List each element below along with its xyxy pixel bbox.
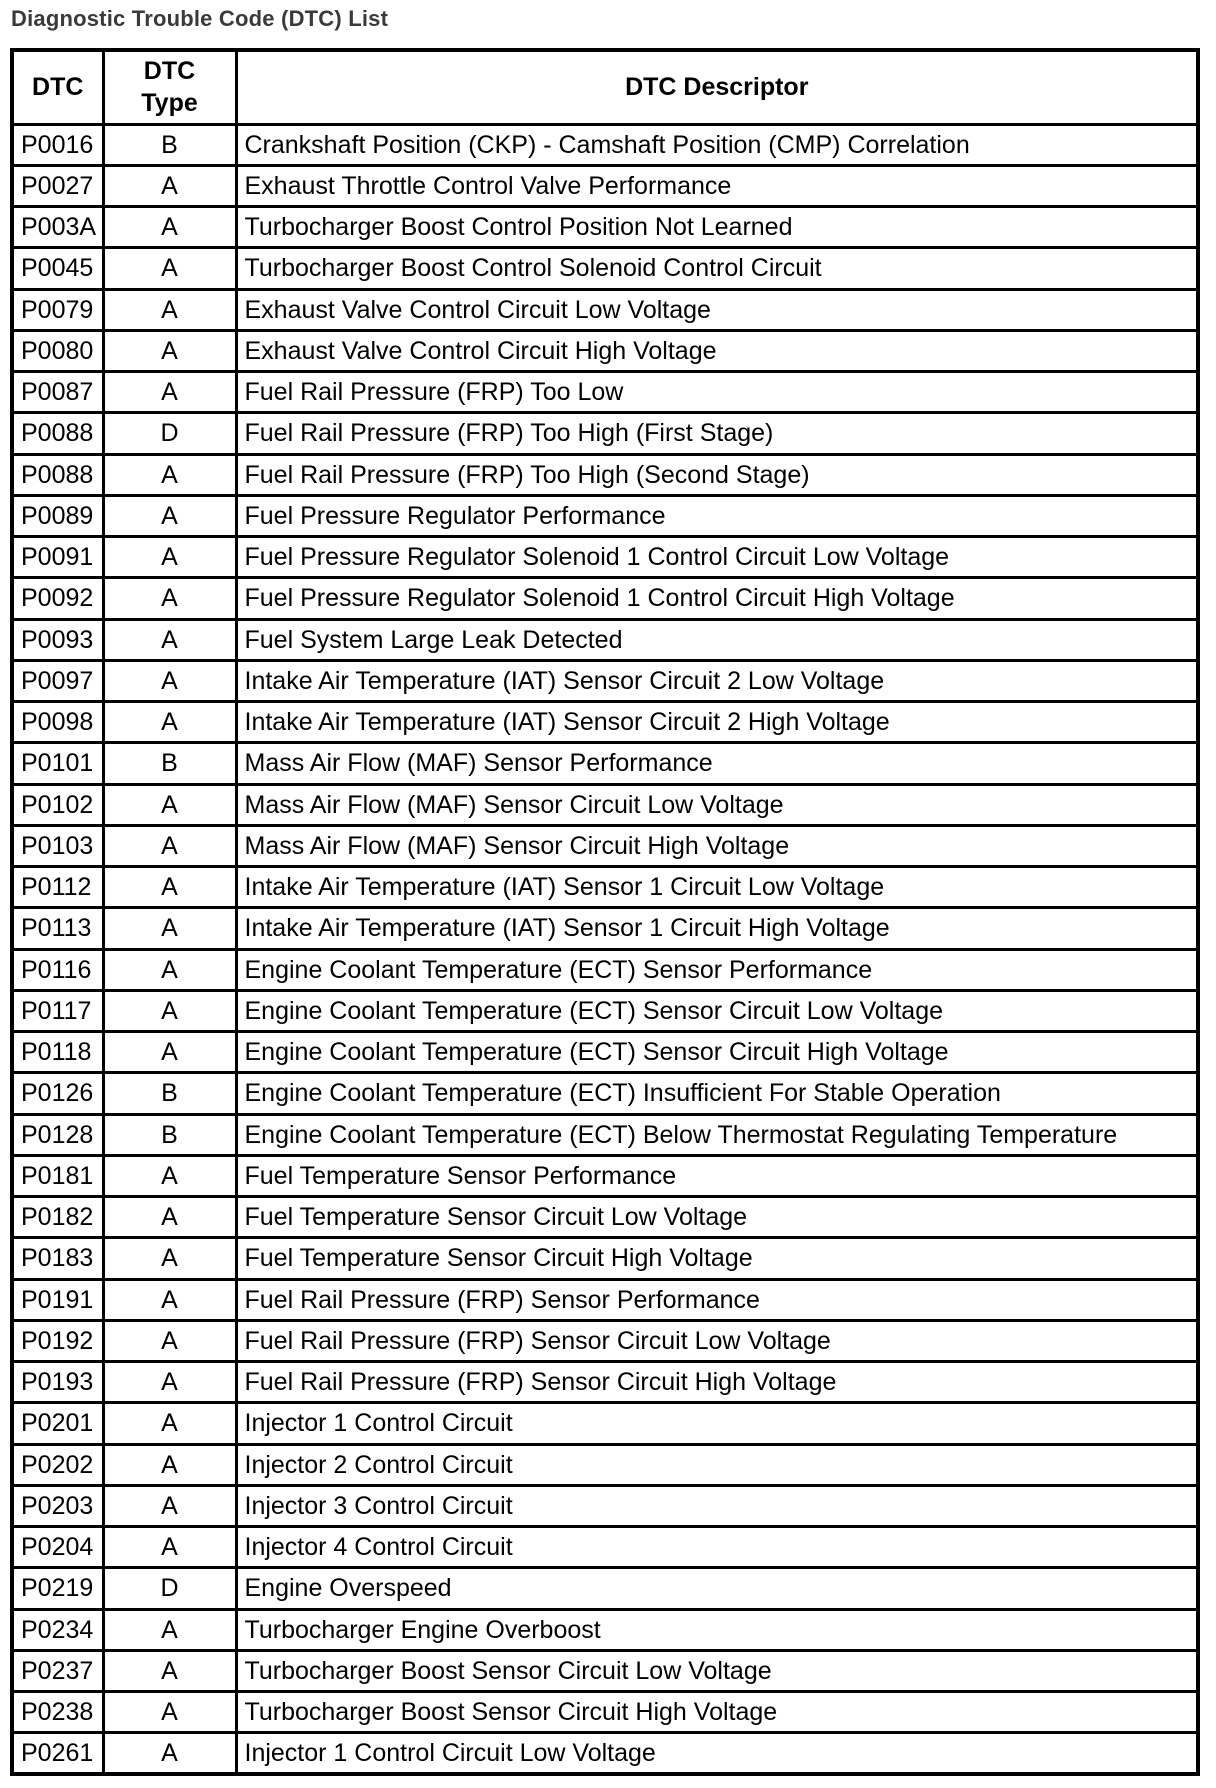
- header-dtc-type-line1: DTC: [143, 57, 196, 86]
- table-row: [12, 165, 1198, 206]
- table-row: [12, 372, 1198, 413]
- dtc-descriptor-cell: Turbocharger Boost Control Solenoid Control Circuit: [236, 248, 1198, 289]
- dtc-descriptor-cell: Fuel Rail Pressure (FRP) Too High (Second Stage): [236, 454, 1198, 495]
- dtc-type-cell: A: [103, 1527, 236, 1568]
- dtc-type-cell: A: [103, 660, 236, 701]
- dtc-descriptor-cell: Mass Air Flow (MAF) Sensor Performance: [236, 743, 1198, 784]
- dtc-code-cell: P0088: [12, 454, 103, 495]
- header-dtc-descriptor: DTC Descriptor: [236, 50, 1198, 124]
- dtc-type-cell: D: [103, 1568, 236, 1609]
- dtc-descriptor-cell: Turbocharger Engine Overboost: [236, 1609, 1198, 1650]
- dtc-code-cell: P0113: [12, 908, 103, 949]
- dtc-descriptor-cell: Fuel Rail Pressure (FRP) Sensor Performance: [236, 1279, 1198, 1320]
- dtc-type-cell: B: [103, 1114, 236, 1155]
- dtc-type-cell: A: [103, 619, 236, 660]
- dtc-code-cell: P003A: [12, 207, 103, 248]
- dtc-descriptor-cell: Injector 3 Control Circuit: [236, 1485, 1198, 1526]
- dtc-type-cell: D: [103, 413, 236, 454]
- table-row: [12, 1650, 1198, 1691]
- dtc-descriptor-cell: Exhaust Valve Control Circuit Low Voltage: [236, 289, 1198, 330]
- dtc-descriptor-cell: Fuel Pressure Regulator Performance: [236, 495, 1198, 536]
- dtc-type-cell: A: [103, 537, 236, 578]
- dtc-code-cell: P0128: [12, 1114, 103, 1155]
- table-row: [12, 1692, 1198, 1733]
- dtc-code-cell: P0016: [12, 124, 103, 165]
- dtc-descriptor-cell: Intake Air Temperature (IAT) Sensor Circuit 2 Low Voltage: [236, 660, 1198, 701]
- dtc-type-cell: A: [103, 248, 236, 289]
- dtc-descriptor-cell: Exhaust Throttle Control Valve Performance: [236, 165, 1198, 206]
- dtc-code-cell: P0238: [12, 1692, 103, 1733]
- dtc-code-cell: P0202: [12, 1444, 103, 1485]
- table-row: [12, 1114, 1198, 1155]
- dtc-descriptor-cell: Fuel Rail Pressure (FRP) Too High (First Stage): [236, 413, 1198, 454]
- table-row: [12, 413, 1198, 454]
- dtc-type-cell: A: [103, 1238, 236, 1279]
- dtc-code-cell: P0261: [12, 1733, 103, 1774]
- dtc-type-cell: A: [103, 784, 236, 825]
- dtc-descriptor-cell: Injector 4 Control Circuit: [236, 1527, 1198, 1568]
- dtc-code-cell: P0088: [12, 413, 103, 454]
- dtc-type-cell: A: [103, 908, 236, 949]
- dtc-code-cell: P0234: [12, 1609, 103, 1650]
- table-row: [12, 908, 1198, 949]
- table-row: [12, 1320, 1198, 1361]
- dtc-descriptor-cell: Injector 1 Control Circuit Low Voltage: [236, 1733, 1198, 1774]
- dtc-type-cell: B: [103, 1073, 236, 1114]
- dtc-type-cell: A: [103, 289, 236, 330]
- table-row: [12, 949, 1198, 990]
- table-row: [12, 1279, 1198, 1320]
- table-row: [12, 537, 1198, 578]
- table-row: [12, 1032, 1198, 1073]
- table-body: [12, 124, 1198, 1774]
- header-dtc: DTC: [12, 50, 103, 124]
- dtc-descriptor-cell: Engine Coolant Temperature (ECT) Sensor Circuit High Voltage: [236, 1032, 1198, 1073]
- dtc-type-cell: A: [103, 165, 236, 206]
- dtc-type-cell: A: [103, 1733, 236, 1774]
- dtc-descriptor-cell: Mass Air Flow (MAF) Sensor Circuit Low Voltage: [236, 784, 1198, 825]
- dtc-descriptor-cell: Fuel Temperature Sensor Performance: [236, 1155, 1198, 1196]
- table-row: [12, 1485, 1198, 1526]
- dtc-type-cell: A: [103, 1362, 236, 1403]
- table-row: [12, 619, 1198, 660]
- dtc-descriptor-cell: Fuel Rail Pressure (FRP) Sensor Circuit Low Voltage: [236, 1320, 1198, 1361]
- dtc-descriptor-cell: Engine Overspeed: [236, 1568, 1198, 1609]
- table-row: [12, 702, 1198, 743]
- table-row: [12, 1155, 1198, 1196]
- dtc-code-cell: P0089: [12, 495, 103, 536]
- dtc-type-cell: A: [103, 1197, 236, 1238]
- dtc-descriptor-cell: Intake Air Temperature (IAT) Sensor 1 Circuit Low Voltage: [236, 867, 1198, 908]
- dtc-type-cell: A: [103, 1485, 236, 1526]
- dtc-code-cell: P0101: [12, 743, 103, 784]
- dtc-descriptor-cell: Mass Air Flow (MAF) Sensor Circuit High Voltage: [236, 825, 1198, 866]
- dtc-descriptor-cell: Engine Coolant Temperature (ECT) Sensor Circuit Low Voltage: [236, 990, 1198, 1031]
- table-row: [12, 1197, 1198, 1238]
- dtc-code-cell: P0080: [12, 330, 103, 371]
- table-row: [12, 1733, 1198, 1774]
- table-row: [12, 1568, 1198, 1609]
- dtc-type-cell: B: [103, 743, 236, 784]
- table-row: [12, 1073, 1198, 1114]
- dtc-code-cell: P0117: [12, 990, 103, 1031]
- dtc-code-cell: P0193: [12, 1362, 103, 1403]
- dtc-code-cell: P0192: [12, 1320, 103, 1361]
- dtc-descriptor-cell: Injector 2 Control Circuit: [236, 1444, 1198, 1485]
- table-row: [12, 1444, 1198, 1485]
- dtc-type-cell: A: [103, 1444, 236, 1485]
- dtc-code-cell: P0045: [12, 248, 103, 289]
- document-title: Diagnostic Trouble Code (DTC) List: [11, 6, 389, 31]
- table-row: [12, 330, 1198, 371]
- dtc-type-cell: A: [103, 207, 236, 248]
- table-row: [12, 578, 1198, 619]
- header-dtc-type: [103, 50, 236, 124]
- table-row: [12, 1362, 1198, 1403]
- dtc-table: [10, 48, 1200, 1776]
- dtc-type-cell: A: [103, 990, 236, 1031]
- table-row: [12, 825, 1198, 866]
- dtc-code-cell: P0116: [12, 949, 103, 990]
- dtc-code-cell: P0182: [12, 1197, 103, 1238]
- dtc-code-cell: P0237: [12, 1650, 103, 1691]
- dtc-descriptor-cell: Fuel Temperature Sensor Circuit High Voltage: [236, 1238, 1198, 1279]
- table-row: [12, 660, 1198, 701]
- dtc-descriptor-cell: Turbocharger Boost Control Position Not Learned: [236, 207, 1198, 248]
- dtc-type-cell: A: [103, 372, 236, 413]
- dtc-descriptor-cell: Fuel Pressure Regulator Solenoid 1 Control Circuit Low Voltage: [236, 537, 1198, 578]
- table-row: [12, 1609, 1198, 1650]
- dtc-type-cell: A: [103, 454, 236, 495]
- dtc-code-cell: P0097: [12, 660, 103, 701]
- dtc-type-cell: A: [103, 330, 236, 371]
- table-row: [12, 248, 1198, 289]
- dtc-type-cell: A: [103, 1279, 236, 1320]
- table-row: [12, 743, 1198, 784]
- dtc-descriptor-cell: Fuel System Large Leak Detected: [236, 619, 1198, 660]
- dtc-code-cell: P0201: [12, 1403, 103, 1444]
- dtc-code-cell: P0112: [12, 867, 103, 908]
- dtc-code-cell: P0027: [12, 165, 103, 206]
- dtc-type-cell: A: [103, 1403, 236, 1444]
- table-row: [12, 289, 1198, 330]
- dtc-descriptor-cell: Injector 1 Control Circuit: [236, 1403, 1198, 1444]
- table-row: [12, 1403, 1198, 1444]
- dtc-type-cell: A: [103, 1032, 236, 1073]
- dtc-descriptor-cell: Intake Air Temperature (IAT) Sensor Circuit 2 High Voltage: [236, 702, 1198, 743]
- dtc-code-cell: P0103: [12, 825, 103, 866]
- dtc-descriptor-cell: Fuel Rail Pressure (FRP) Too Low: [236, 372, 1198, 413]
- dtc-code-cell: P0102: [12, 784, 103, 825]
- dtc-type-cell: A: [103, 825, 236, 866]
- dtc-type-cell: A: [103, 1320, 236, 1361]
- dtc-descriptor-cell: Fuel Temperature Sensor Circuit Low Voltage: [236, 1197, 1198, 1238]
- dtc-type-cell: A: [103, 578, 236, 619]
- dtc-descriptor-cell: Fuel Pressure Regulator Solenoid 1 Control Circuit High Voltage: [236, 578, 1198, 619]
- dtc-code-cell: P0203: [12, 1485, 103, 1526]
- dtc-descriptor-cell: Intake Air Temperature (IAT) Sensor 1 Circuit High Voltage: [236, 908, 1198, 949]
- dtc-code-cell: P0091: [12, 537, 103, 578]
- dtc-code-cell: P0183: [12, 1238, 103, 1279]
- dtc-type-cell: A: [103, 1155, 236, 1196]
- table-row: [12, 1527, 1198, 1568]
- dtc-code-cell: P0204: [12, 1527, 103, 1568]
- table-row: [12, 990, 1198, 1031]
- table-header-row: [12, 50, 1198, 124]
- dtc-type-cell: A: [103, 495, 236, 536]
- dtc-code-cell: P0093: [12, 619, 103, 660]
- dtc-code-cell: P0219: [12, 1568, 103, 1609]
- dtc-type-cell: B: [103, 124, 236, 165]
- table-row: [12, 207, 1198, 248]
- dtc-type-cell: A: [103, 1650, 236, 1691]
- dtc-descriptor-cell: Turbocharger Boost Sensor Circuit High Voltage: [236, 1692, 1198, 1733]
- dtc-code-cell: P0079: [12, 289, 103, 330]
- table-row: [12, 784, 1198, 825]
- dtc-type-cell: A: [103, 1609, 236, 1650]
- dtc-descriptor-cell: Engine Coolant Temperature (ECT) Sensor Performance: [236, 949, 1198, 990]
- table-row: [12, 454, 1198, 495]
- table-row: [12, 495, 1198, 536]
- dtc-code-cell: P0098: [12, 702, 103, 743]
- header-dtc-type-line2: Type: [141, 89, 198, 118]
- table-row: [12, 1238, 1198, 1279]
- dtc-descriptor-cell: Exhaust Valve Control Circuit High Voltage: [236, 330, 1198, 371]
- dtc-type-cell: A: [103, 867, 236, 908]
- dtc-code-cell: P0181: [12, 1155, 103, 1196]
- dtc-type-cell: A: [103, 1692, 236, 1733]
- dtc-type-cell: A: [103, 702, 236, 743]
- dtc-descriptor-cell: Fuel Rail Pressure (FRP) Sensor Circuit High Voltage: [236, 1362, 1198, 1403]
- dtc-code-cell: P0191: [12, 1279, 103, 1320]
- dtc-descriptor-cell: Turbocharger Boost Sensor Circuit Low Voltage: [236, 1650, 1198, 1691]
- dtc-descriptor-cell: Engine Coolant Temperature (ECT) Insufficient For Stable Operation: [236, 1073, 1198, 1114]
- dtc-code-cell: P0092: [12, 578, 103, 619]
- table-row: [12, 867, 1198, 908]
- dtc-descriptor-cell: Crankshaft Position (CKP) - Camshaft Position (CMP) Correlation: [236, 124, 1198, 165]
- dtc-descriptor-cell: Engine Coolant Temperature (ECT) Below Thermostat Regulating Temperature: [236, 1114, 1198, 1155]
- dtc-code-cell: P0118: [12, 1032, 103, 1073]
- dtc-type-cell: A: [103, 949, 236, 990]
- dtc-code-cell: P0087: [12, 372, 103, 413]
- table-row: [12, 124, 1198, 165]
- dtc-code-cell: P0126: [12, 1073, 103, 1114]
